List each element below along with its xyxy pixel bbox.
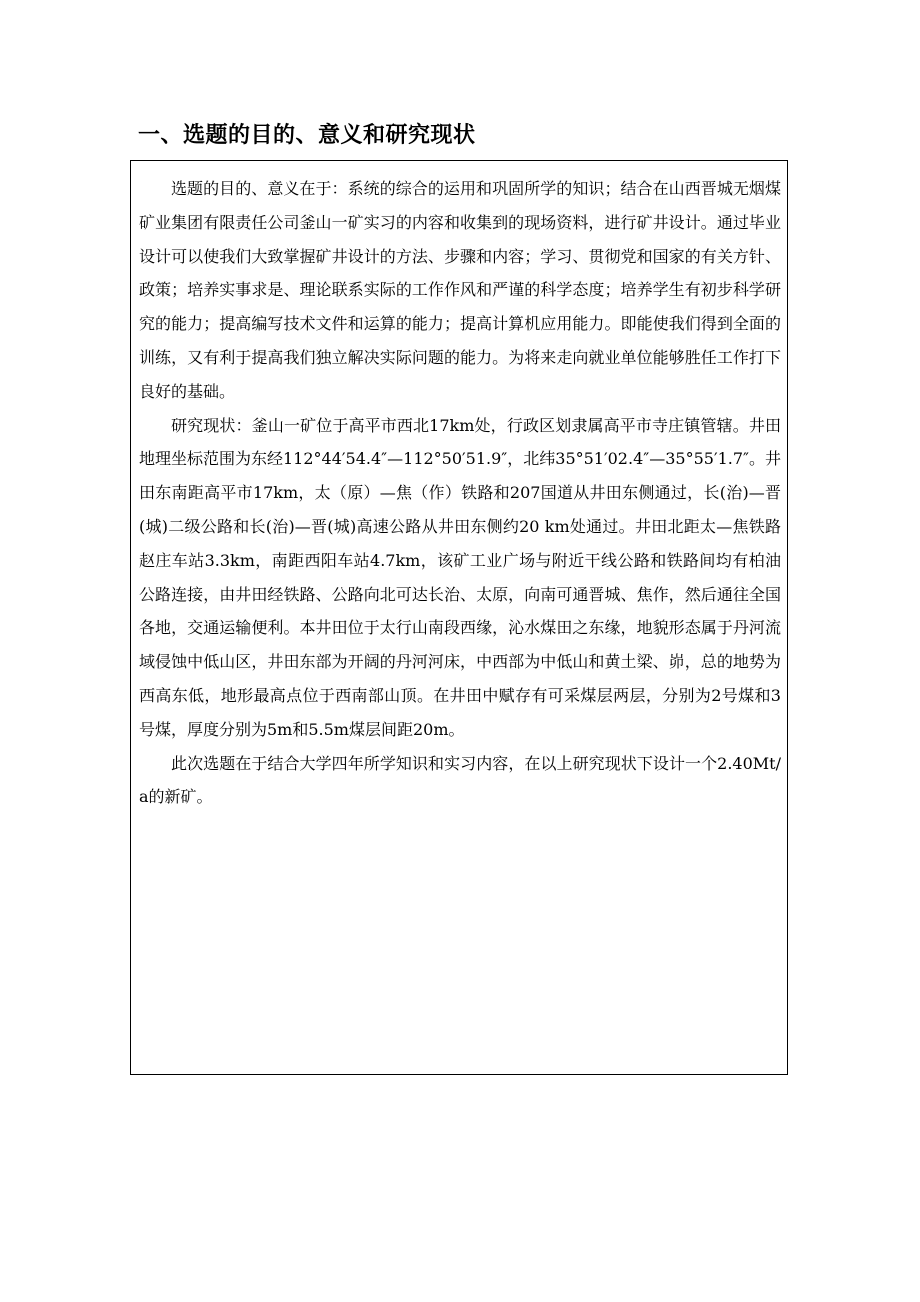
section-heading: 一、选题的目的、意义和研究现状 [138,123,476,148]
topic-summary-paragraph: 此次选题在于结合大学四年所学知识和实习内容，在以上研究现状下设计一个2.40Mt/a的新矿。 [139,753,781,807]
content-box [130,160,788,1075]
research-status-paragraph: 研究现状：釜山一矿位于高平市西北17km处，行政区划隶属高平市寺庄镇管辖。井田地理坐标范围为东经112°44′54.4″—112°50′51.9″，北纬35°51′02.4″—35°55′1.7″。井田东南距高平市17km，太（原）—焦（作）铁路和207国道从井田东侧通过，长(治)—晋(城)二级公路和长(治)—晋(城)高速公路从井田东侧约20 km处通过。井田北距太—焦铁路赵庄车站3.3km，南距西阳车站4.7km，该矿工业广场与附近干线公路和铁路间均有柏油公路连接，由井田经铁路、公路向北可达长治、太原，向南可通晋城、焦作，然后通往全国各地，交通运输便利。本井田位于太行山南段西缘，沁水煤田之东缘，地貌形态属于丹河流域侵蚀中低山区，井田东部为开阔的丹河河床，中西部为中低山和黄土梁、峁，总的地势为西高东低，地形最高点位于西南部山顶。在井田中赋存有可采煤层两层，分别为2号煤和3号煤，厚度分别为5m和5.5m煤层间距20m。 [139,415,781,739]
purpose-paragraph: 选题的目的、意义在于：系统的综合的运用和巩固所学的知识；结合在山西晋城无烟煤矿业集团有限责任公司釜山一矿实习的内容和收集到的现场资料，进行矿井设计。通过毕业设计可以使我们大致掌握矿井设计的方法、步骤和内容；学习、贯彻党和国家的有关方针、政策；培养实事求是、理论联系实际的工作作风和严谨的科学态度；培养学生有初步科学研究的能力；提高编写技术文件和运算的能力；提高计算机应用能力。即能使我们得到全面的训练，又有利于提高我们独立解决实际问题的能力。为将来走向就业单位能够胜任工作打下良好的基础。 [139,179,781,401]
